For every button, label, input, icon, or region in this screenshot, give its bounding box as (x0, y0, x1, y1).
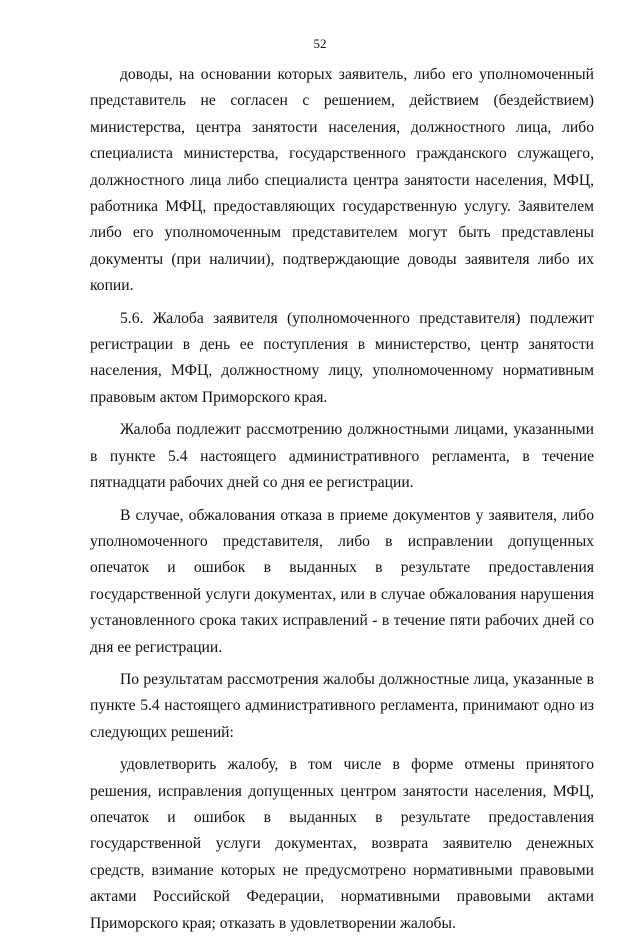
page-number: 52 (313, 36, 327, 51)
paragraph-decision-options: удовлетворить жалобу, в том числе в форме отмены принятого решения, исправления допущенных центром занятости населения, МФЦ, опечаток и ошибок в выданных в результате предоставления государственной услуги документах, возврата заявителю денежных средств, взимание которых не предусмотрено нормативными правовыми актами Российской Федерации, нормативными правовыми актами Приморского края; отказать в удовлетворении жалобы. (90, 756, 594, 932)
paragraph-decisions-intro: По результатам рассмотрения жалобы должностные лица, указанные в пункте 5.4 настоящего административного регламента, принимают одно из следующих решений: (90, 670, 594, 741)
paragraph-refusal-appeal: В случае, обжалования отказа в приеме документов у заявителя, либо уполномоченного представителя, либо в исправлении допущенных опечаток и ошибок в выданных в результате предоставления государственной услуги документах, или в случае обжалования нарушения установленного срока таких исправлений - в течение пяти рабочих дней со дня ее регистрации. (90, 506, 594, 656)
paragraph-review-period: Жалоба подлежит рассмотрению должностными лицами, указанными в пункте 5.4 настоящего административного регламента, в течение пятнадцати рабочих дней со дня ее регистрации. (90, 421, 594, 492)
paragraph-5-6: 5.6. Жалоба заявителя (уполномоченного представителя) подлежит регистрации в день ее поступления в министерство, центр занятости населения, МФЦ, должностному лицу, уполномоченному нормативным правовым актом Приморского края. (90, 309, 594, 406)
paragraph-continuation: доводы, на основании которых заявитель, либо его уполномоченный представитель не согласен с решением, действием (бездействием) министерства, центра занятости населения, должностного лица, либо специалиста министерства, государственного гражданского служащего, должностного лица либо специалиста центра занятости населения, МФЦ, работника МФЦ, предоставляющих государственную услугу. Заявителем либо его уполномоченным представителем могут быть представлены документы (при наличии), подтверждающие доводы заявителя либо их копии. (90, 66, 594, 295)
document-body (90, 62, 594, 937)
